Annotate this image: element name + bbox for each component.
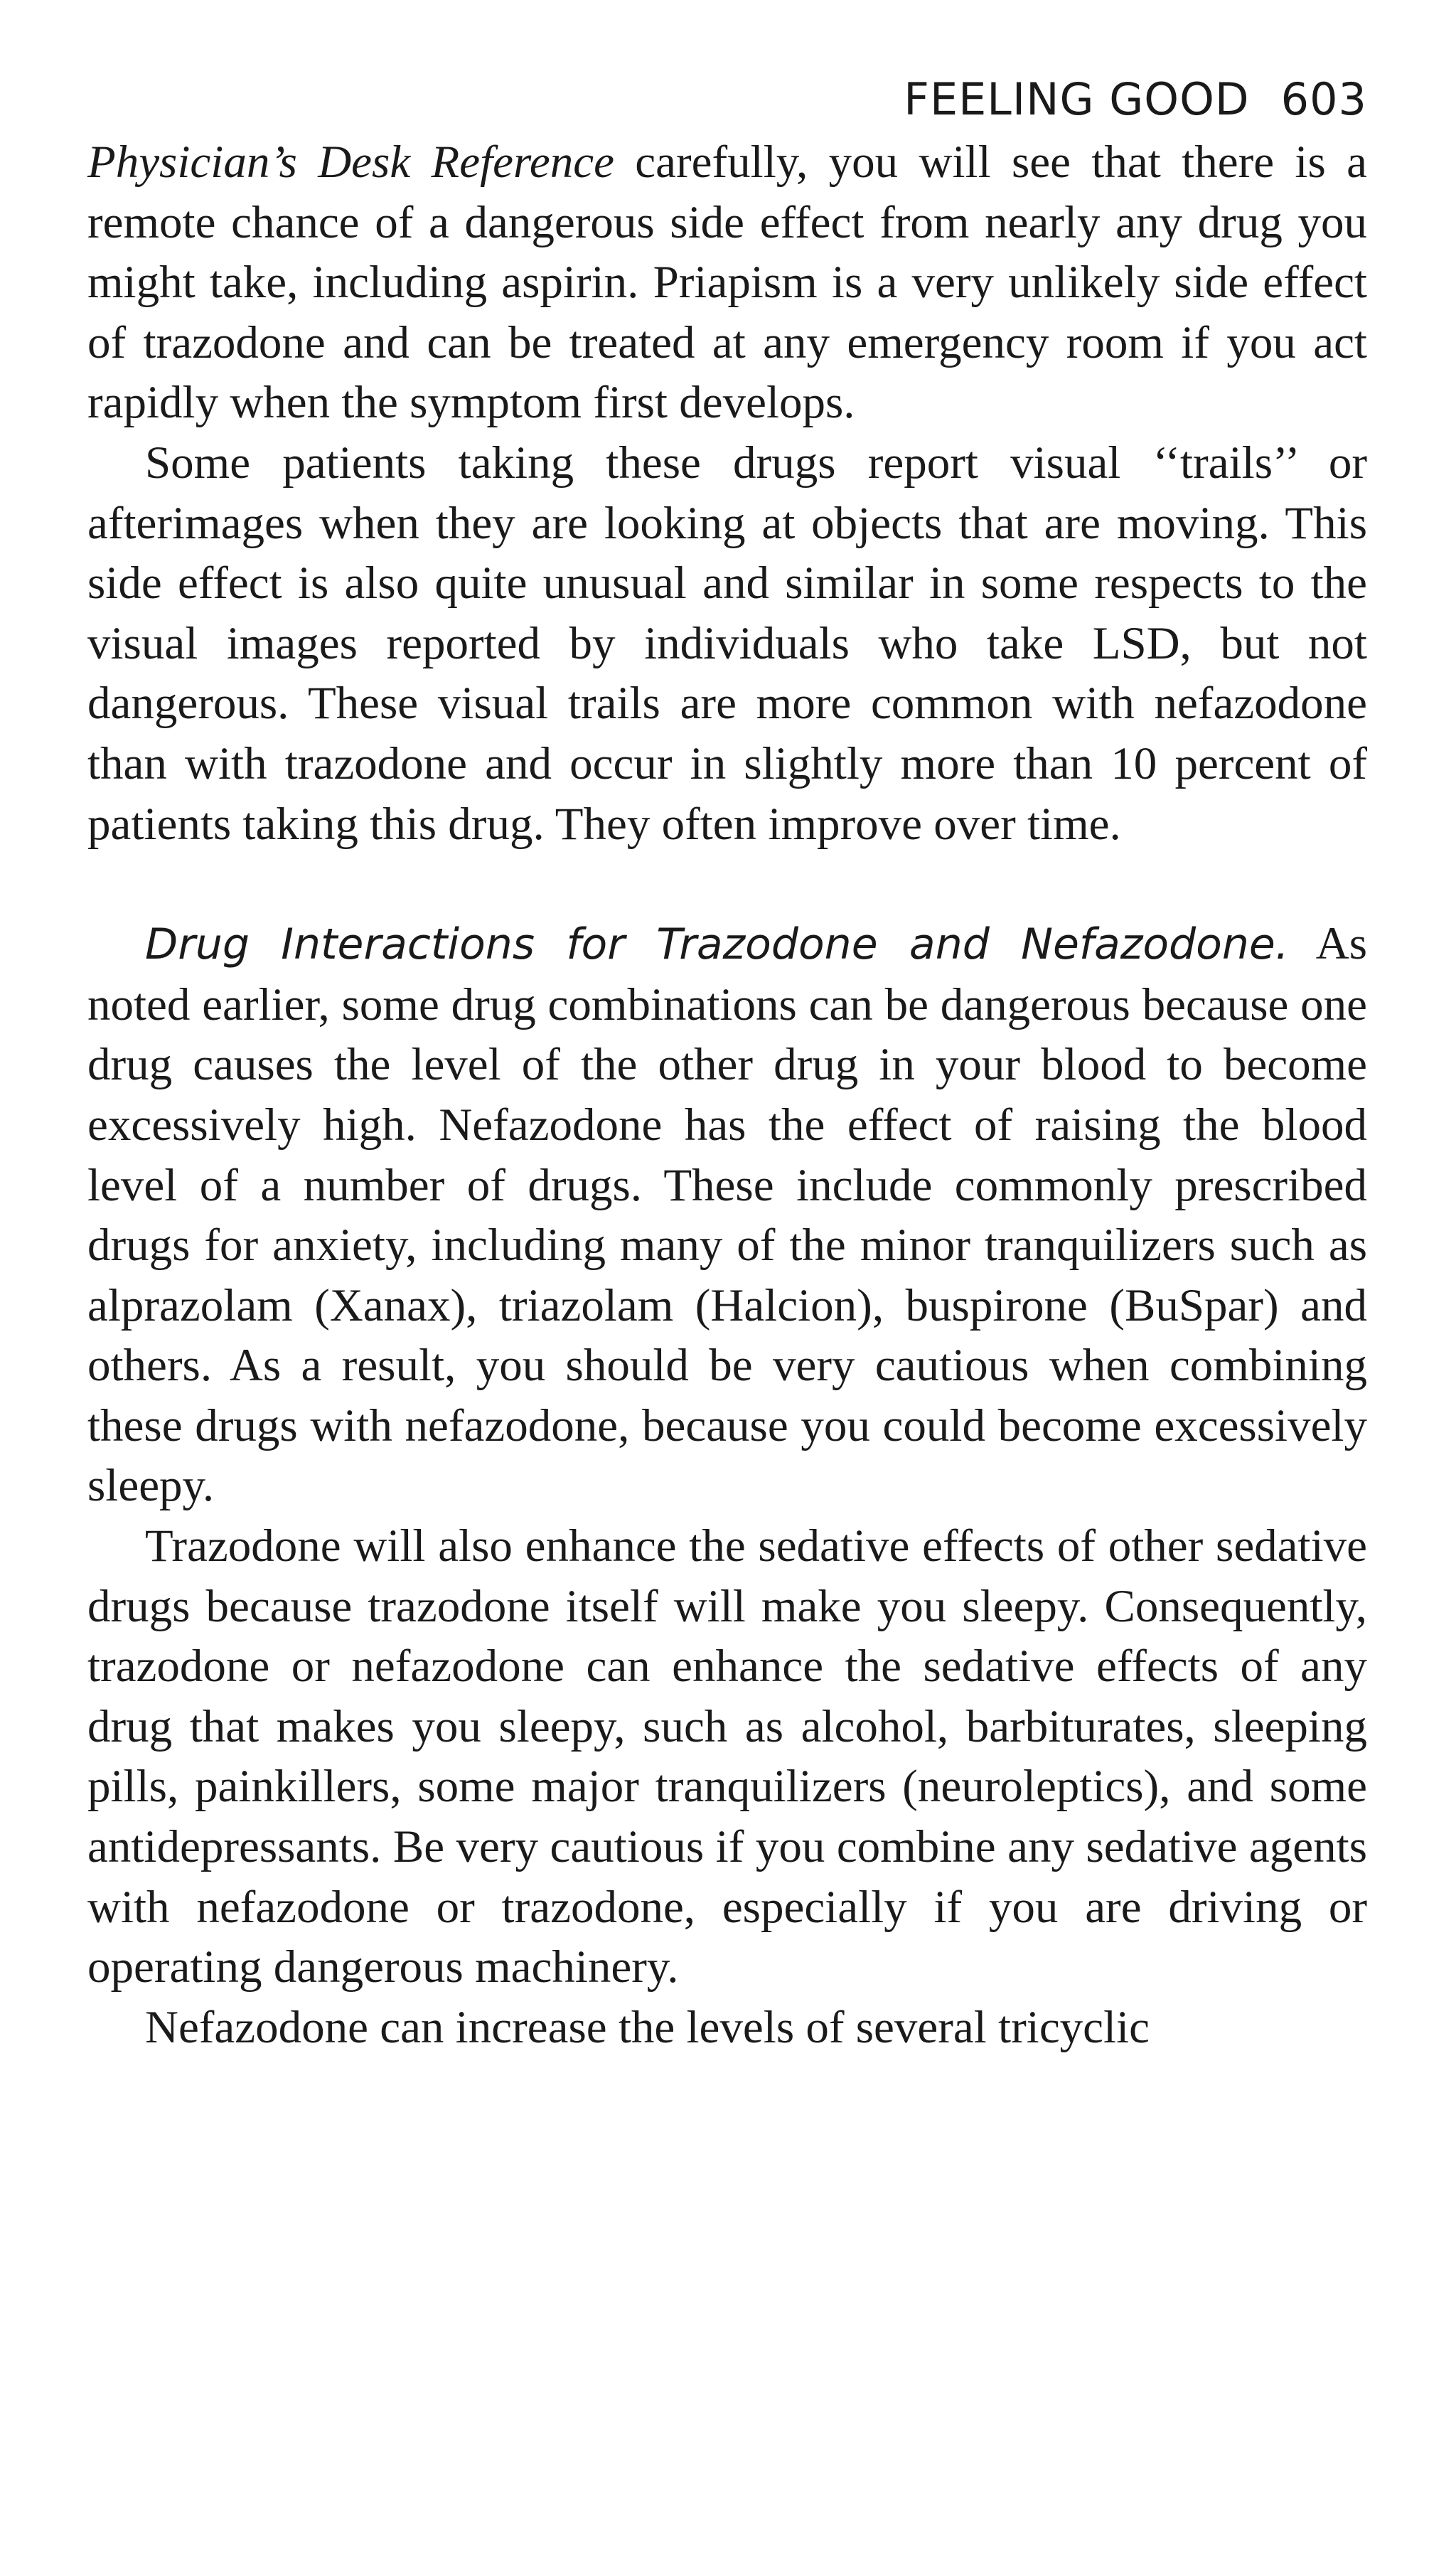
paragraph-text: Some patients taking these drugs report visual ‘‘trails’’ or afterimages when they are looking at objects that are moving. This side effect is also quite unusual and similar in some respects to the visual images reported by individuals who take LSD, but not dangerous. These visual trails are more common with nefazodone than with trazodone and occur in slightly more than 10 percent of patients taking this drug. They often improve over time. [87,437,1367,850]
book-page [87,71,1367,2057]
paragraph-text: As noted earlier, some drug combinations can be dangerous because one drug causes the level of the other drug in your blood to become excessively high. Nefazodone has the effect of raising the blood level of a number of drugs. These include commonly prescribed drugs for anxiety, including many of the minor tranquilizers such as alprazolam (Xanax), triazolam (Halcion), buspirone (BuSpar) and others. As a result, you should be very cautious when combining these drugs with nefazodone, because you could become excessively sleepy. [87,918,1367,1512]
paragraph [87,1516,1367,1998]
section-heading: Drug Interactions for Trazodone and Nefazodone. [145,920,1289,970]
paragraph-text: carefully, you will see that there is a remote chance of a dangerous side effect from nearly any drug you might take, including aspirin. Priapism is a very unlikely side effect of trazodone and can be treated at any emergency room if you act rapidly when the symptom first develops. [87,137,1367,429]
paragraph-continues-next-page [87,1998,1367,2058]
page-number: 603 [1280,73,1367,125]
book-title-reference: Physician’s Desk Reference [87,137,614,188]
body-text [87,132,1367,2057]
running-head [87,71,1367,128]
running-title: FEELING GOOD [904,73,1250,125]
paragraph-with-run-in-heading [87,914,1367,1516]
paragraph-continued [87,132,1367,433]
section-gap [87,854,1367,914]
paragraph-text: Trazodone will also enhance the sedative effects of other sedative drugs because trazodone itself will make you sleepy. Consequently, trazodone or nefazodone can enhance the sedative effects of any drug that makes you sleepy, such as alcohol, barbiturates, sleeping pills, painkillers, some major tranquilizers (neuroleptics), and some antidepressants. Be very cautious if you combine any sedative agents with nefazodone or trazodone, especially if you are driving or operating dangerous machinery. [87,1520,1367,1993]
paragraph-text: Nefazodone can increase the levels of several tricyclic [145,2001,1150,2053]
paragraph [87,433,1367,854]
